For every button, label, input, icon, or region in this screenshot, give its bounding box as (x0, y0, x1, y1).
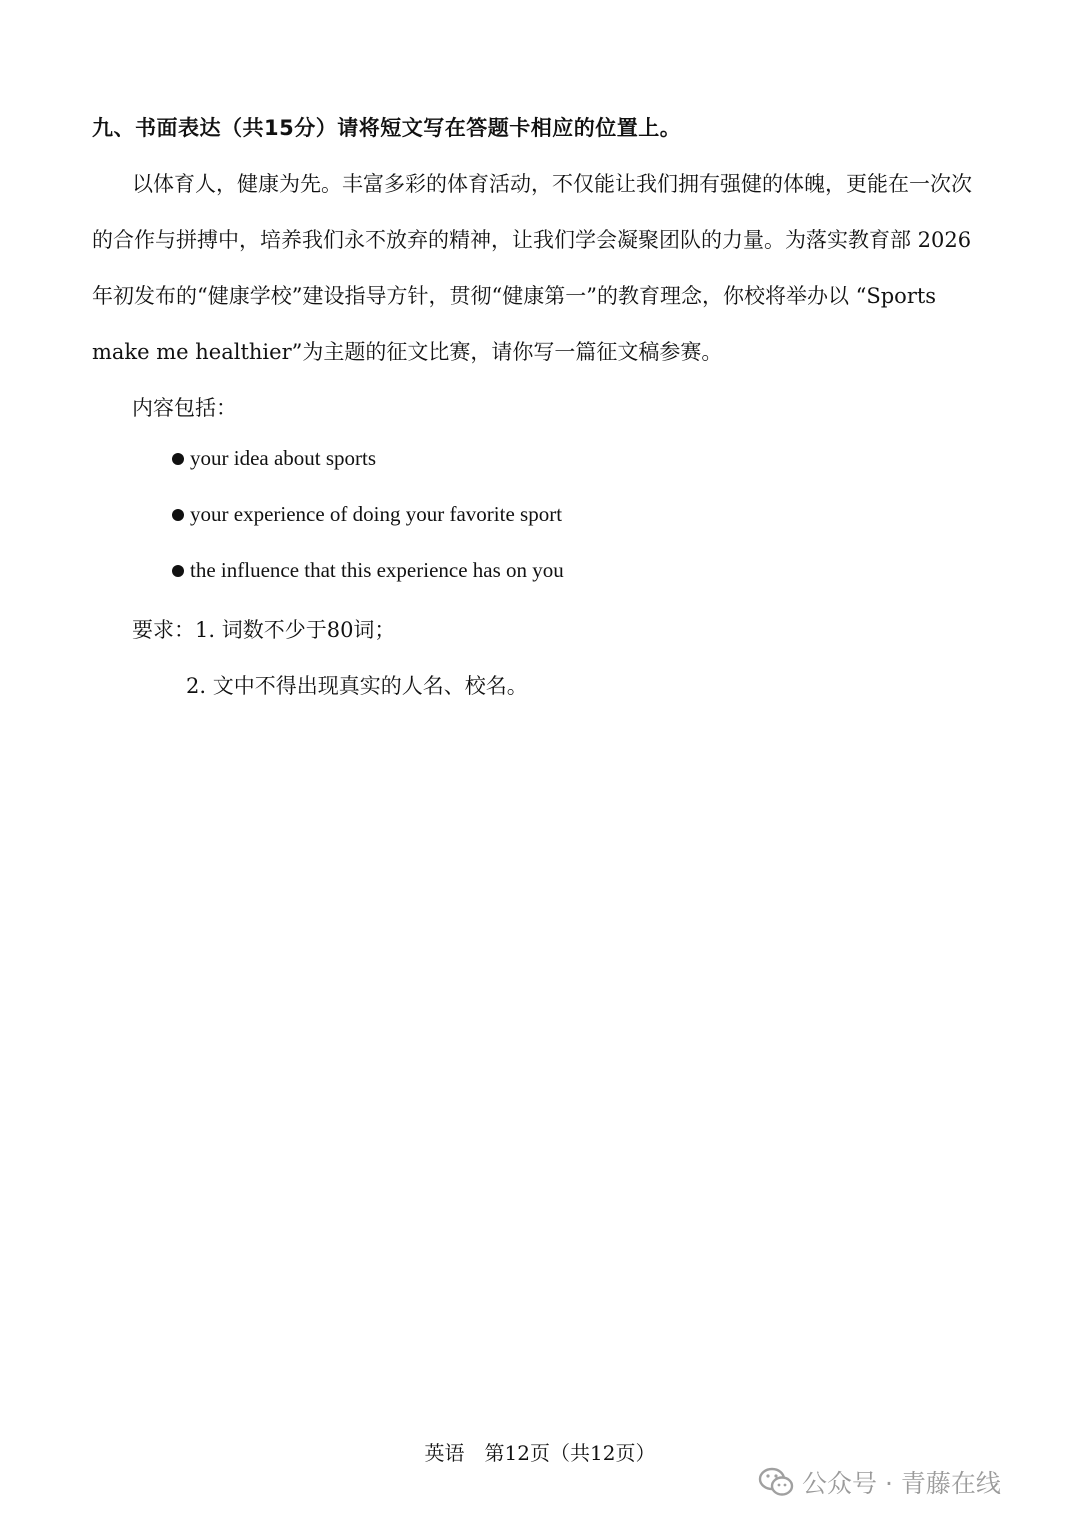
content-item-text: your idea about sports (190, 446, 377, 470)
bullet-icon (172, 565, 184, 577)
content-item-text: the influence that this experience has on you (190, 558, 564, 582)
requirement-1: 要求：1. 词数不少于80词； (132, 618, 396, 642)
prompt-line-3: 年初发布的“健康学校”建设指导方针，贯彻“健康第一”的教育理念，你校将举办以 “Sports (92, 284, 937, 308)
content-label: 内容包括： (132, 396, 237, 420)
wechat-icon (758, 1467, 794, 1497)
bullet-icon (172, 509, 184, 521)
watermark (758, 1464, 1001, 1500)
content-item (172, 446, 376, 471)
prompt-line-4: make me healthier”为主题的征文比赛，请你写一篇征文稿参赛。 (92, 340, 723, 364)
watermark-text: 公众号 · 青藤在线 (802, 1469, 1001, 1498)
page-footer: 英语 第12页（共12页） (424, 1441, 656, 1465)
prompt-line-1: 以体育人，健康为先。丰富多彩的体育活动，不仅能让我们拥有强健的体魄，更能在一次次 (132, 172, 972, 196)
prompt-line-2: 的合作与拼搏中，培养我们永不放弃的精神，让我们学会凝聚团队的力量。为落实教育部 2026 (92, 228, 972, 252)
content-item-text: your experience of doing your favorite sport (190, 502, 563, 526)
content-item (172, 558, 564, 583)
requirement-2: 2. 文中不得出现真实的人名、校名。 (186, 674, 528, 698)
section-heading: 九、书面表达（共15分）请将短文写在答题卡相应的位置上。 (92, 116, 682, 140)
bullet-icon (172, 453, 184, 465)
content-item (172, 502, 562, 527)
